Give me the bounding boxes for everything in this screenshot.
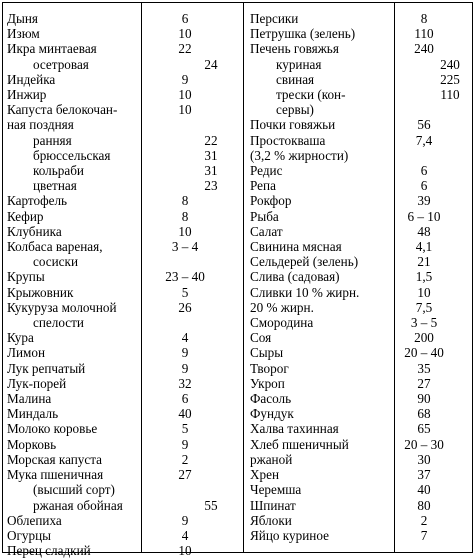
table-row (7, 102, 251, 117)
table-row (250, 528, 476, 543)
table-row (7, 300, 251, 315)
food-value: 10 (417, 284, 431, 300)
food-value: 22 (178, 41, 192, 57)
food-value: 240 (440, 56, 460, 72)
food-name: Изюм (7, 26, 40, 42)
table-row (7, 41, 251, 56)
table-right-column (250, 11, 476, 543)
food-value: 8 (420, 11, 428, 26)
table-row (250, 498, 476, 513)
table-row (250, 437, 476, 452)
food-value: 6 – 10 (407, 208, 441, 224)
food-value: 9 (181, 345, 189, 361)
food-name: Творог (250, 360, 289, 376)
food-value: 7,4 (415, 132, 433, 148)
food-value: 56 (417, 117, 431, 133)
food-value: 4,1 (415, 239, 433, 255)
food-name: ная поздняя (7, 117, 74, 133)
table-row (250, 57, 476, 72)
food-name: Молоко коровье (7, 421, 98, 437)
food-value: 68 (417, 406, 431, 422)
food-value (422, 102, 476, 117)
food-value: 9 (181, 71, 189, 87)
table-row (250, 376, 476, 391)
food-value (171, 254, 251, 269)
food-value (171, 482, 251, 497)
food-value: 80 (417, 497, 431, 513)
table-row (250, 269, 476, 284)
food-name: (высший сорт) (33, 482, 115, 498)
table-row (7, 224, 251, 239)
food-value: 6 (181, 11, 189, 26)
food-value: 4 (181, 527, 189, 543)
food-value: 35 (417, 360, 431, 376)
food-value: 8 (181, 208, 189, 224)
table-row (7, 528, 251, 543)
table-row (250, 41, 476, 56)
table-row (250, 26, 476, 41)
food-name: Яйцо куриное (250, 527, 329, 543)
food-name: Капуста белокочан- (7, 102, 118, 118)
food-name: Простокваша (250, 132, 326, 148)
table-row (7, 330, 251, 345)
food-value: 10 (178, 87, 192, 103)
food-value: 9 (181, 360, 189, 376)
table-row (7, 452, 251, 467)
table-row (7, 406, 251, 421)
food-value: 110 (440, 87, 460, 103)
food-name: Индейка (7, 71, 56, 87)
food-name: Фундук (250, 406, 294, 422)
food-value: 23 – 40 (165, 269, 205, 285)
food-value: 3 – 5 (410, 315, 438, 331)
table-row (250, 193, 476, 208)
table-row (250, 391, 476, 406)
food-name: Шпинат (250, 497, 296, 513)
food-value: 31 (204, 147, 218, 163)
food-value: 9 (181, 512, 189, 528)
table-row (250, 254, 476, 269)
food-value: 8 (181, 193, 189, 209)
food-name: Мука пшеничная (7, 467, 104, 483)
food-value: 1,5 (415, 269, 433, 285)
food-value: 4 (181, 330, 189, 346)
food-name: сосиски (33, 254, 79, 270)
food-name: Морковь (7, 436, 57, 452)
food-value: 110 (414, 26, 434, 42)
food-name: Инжир (7, 87, 47, 103)
table-row (250, 148, 476, 163)
food-name: кольраби (33, 163, 84, 179)
food-name: Крупы (7, 269, 45, 285)
table-row (250, 133, 476, 148)
food-name: Халва тахинная (250, 421, 339, 437)
food-value: 6 (420, 178, 428, 194)
food-value: 20 – 40 (404, 345, 444, 361)
food-name: осетровая (33, 56, 89, 72)
food-name: Лук-порей (7, 375, 67, 391)
food-name: ржаной (250, 451, 293, 467)
table-row (250, 178, 476, 193)
table-row (7, 72, 251, 87)
food-value: 48 (417, 223, 431, 239)
food-name: ржаная обойная (33, 497, 123, 513)
table-row (250, 300, 476, 315)
food-name: Лук репчатый (7, 360, 86, 376)
table-row (7, 467, 251, 482)
table-row (7, 148, 251, 163)
table-row (7, 163, 251, 178)
food-name: Слива (садовая) (250, 269, 340, 285)
food-name: Салат (250, 223, 283, 239)
table-row (250, 163, 476, 178)
table-row (7, 498, 251, 513)
food-value: 90 (417, 391, 431, 407)
table-row (7, 87, 251, 102)
food-name: Сливки 10 % жирн. (250, 284, 360, 300)
table-row (7, 345, 251, 360)
food-name: Кефир (7, 208, 44, 224)
table-row (7, 209, 251, 224)
table-row (7, 437, 251, 452)
food-value: 240 (414, 41, 434, 57)
food-name: спелости (33, 315, 84, 331)
food-value: 21 (417, 254, 431, 270)
food-value: 9 (181, 436, 189, 452)
food-value: 5 (181, 421, 189, 437)
food-name: Хлеб пшеничный (250, 436, 349, 452)
food-name: Черемша (250, 482, 302, 498)
food-name: Миндаль (7, 406, 59, 422)
food-value: 26 (178, 299, 192, 315)
table-row (7, 315, 251, 330)
food-value (396, 148, 452, 163)
food-name: Сельдерей (зелень) (250, 254, 359, 270)
food-name: Печень говяжья (250, 41, 339, 57)
food-value: 65 (417, 421, 431, 437)
food-name: брюссельская (33, 147, 111, 163)
food-name: Петрушка (зелень) (250, 26, 356, 42)
table-row (7, 26, 251, 41)
food-value: 31 (204, 163, 218, 179)
food-value: 7,5 (415, 299, 433, 315)
food-name: Сыры (250, 345, 284, 361)
table-row (7, 285, 251, 300)
food-name: куриная (276, 56, 322, 72)
food-value: 10 (178, 102, 192, 118)
food-value: 5 (181, 284, 189, 300)
table-row (7, 361, 251, 376)
food-value: 32 (178, 375, 192, 391)
food-value: 200 (414, 330, 434, 346)
food-name: Клубника (7, 223, 62, 239)
food-name: Соя (250, 330, 272, 346)
table-row (7, 482, 251, 497)
table-row (7, 117, 251, 132)
food-value: 10 (178, 26, 192, 42)
table-row (7, 193, 251, 208)
food-name: Персики (250, 11, 299, 26)
food-value: 225 (440, 71, 460, 87)
nutrition-table (2, 2, 473, 558)
food-name: Кукуруза молочной (7, 299, 117, 315)
food-name: трески (кон- (276, 87, 346, 103)
food-name: Смородина (250, 315, 314, 331)
food-name: Картофель (7, 193, 68, 209)
table-row (250, 72, 476, 87)
table-row (7, 391, 251, 406)
food-value: 23 (204, 178, 218, 194)
food-value: 7 (420, 527, 428, 543)
food-value: 6 (420, 163, 428, 179)
food-value: 22 (204, 132, 218, 148)
food-value: 6 (181, 391, 189, 407)
food-value (171, 315, 251, 330)
food-value (145, 117, 225, 132)
food-name: Огурцы (7, 527, 52, 543)
food-name: Лимон (7, 345, 45, 361)
food-value: 39 (417, 193, 431, 209)
table-row (7, 254, 251, 269)
food-value: 24 (204, 56, 218, 72)
food-name: Фасоль (250, 391, 292, 407)
food-name: Дыня (7, 11, 38, 26)
food-name: Малина (7, 391, 52, 407)
table-row (250, 285, 476, 300)
table-row (250, 117, 476, 132)
food-name: Хрен (250, 467, 280, 483)
table-row (7, 178, 251, 193)
table-row (250, 102, 476, 117)
table-row (7, 376, 251, 391)
food-name: Колбаса вареная, (7, 239, 103, 255)
food-name: Редис (250, 163, 283, 179)
table-row (250, 452, 476, 467)
food-value: 10 (178, 223, 192, 239)
food-name: цветная (33, 178, 77, 194)
table-row (250, 421, 476, 436)
table-row (7, 269, 251, 284)
table-row (250, 513, 476, 528)
food-name: Яблоки (250, 512, 292, 528)
food-value: 37 (417, 467, 431, 483)
food-name: Репа (250, 178, 276, 194)
table-row (7, 513, 251, 528)
food-value: 2 (420, 512, 428, 528)
food-value: 3 – 4 (171, 239, 199, 255)
food-name: сервы) (276, 102, 314, 118)
food-name: свиная (276, 71, 315, 87)
table-row (250, 345, 476, 360)
table-row (250, 406, 476, 421)
food-name: Укроп (250, 375, 285, 391)
food-name: Кура (7, 330, 34, 346)
food-value: 55 (204, 497, 218, 513)
table-row (7, 11, 251, 26)
table-left-column (7, 11, 251, 558)
table-row (250, 239, 476, 254)
table-row (250, 224, 476, 239)
table-row (7, 421, 251, 436)
table-row (7, 239, 251, 254)
food-name: Облепиха (7, 512, 62, 528)
table-row (250, 315, 476, 330)
table-row (250, 330, 476, 345)
food-value: 2 (181, 451, 189, 467)
food-name: Икра минтаевая (7, 41, 97, 57)
food-value: 30 (417, 451, 431, 467)
food-value: 20 – 30 (404, 436, 444, 452)
food-value: 27 (178, 467, 192, 483)
food-name: Перец сладкий (7, 543, 91, 558)
table-row (250, 467, 476, 482)
table-row (250, 209, 476, 224)
food-name: Крыжовник (7, 284, 74, 300)
food-name: Рыба (250, 208, 279, 224)
table-row (250, 11, 476, 26)
table-row (7, 57, 251, 72)
table-row (7, 133, 251, 148)
food-name: Свинина мясная (250, 239, 342, 255)
food-name: ранняя (33, 132, 72, 148)
food-name: Рокфор (250, 193, 292, 209)
food-value: 40 (417, 482, 431, 498)
food-value: 40 (178, 406, 192, 422)
food-name: (3,2 % жирности) (250, 147, 349, 163)
food-value: 10 (178, 543, 192, 558)
food-name: Почки говяжьи (250, 117, 336, 133)
food-name: 20 % жирн. (250, 299, 314, 315)
food-name: Морская капуста (7, 451, 103, 467)
food-value: 27 (417, 375, 431, 391)
table-row (250, 482, 476, 497)
table-row (250, 361, 476, 376)
table-row (250, 87, 476, 102)
